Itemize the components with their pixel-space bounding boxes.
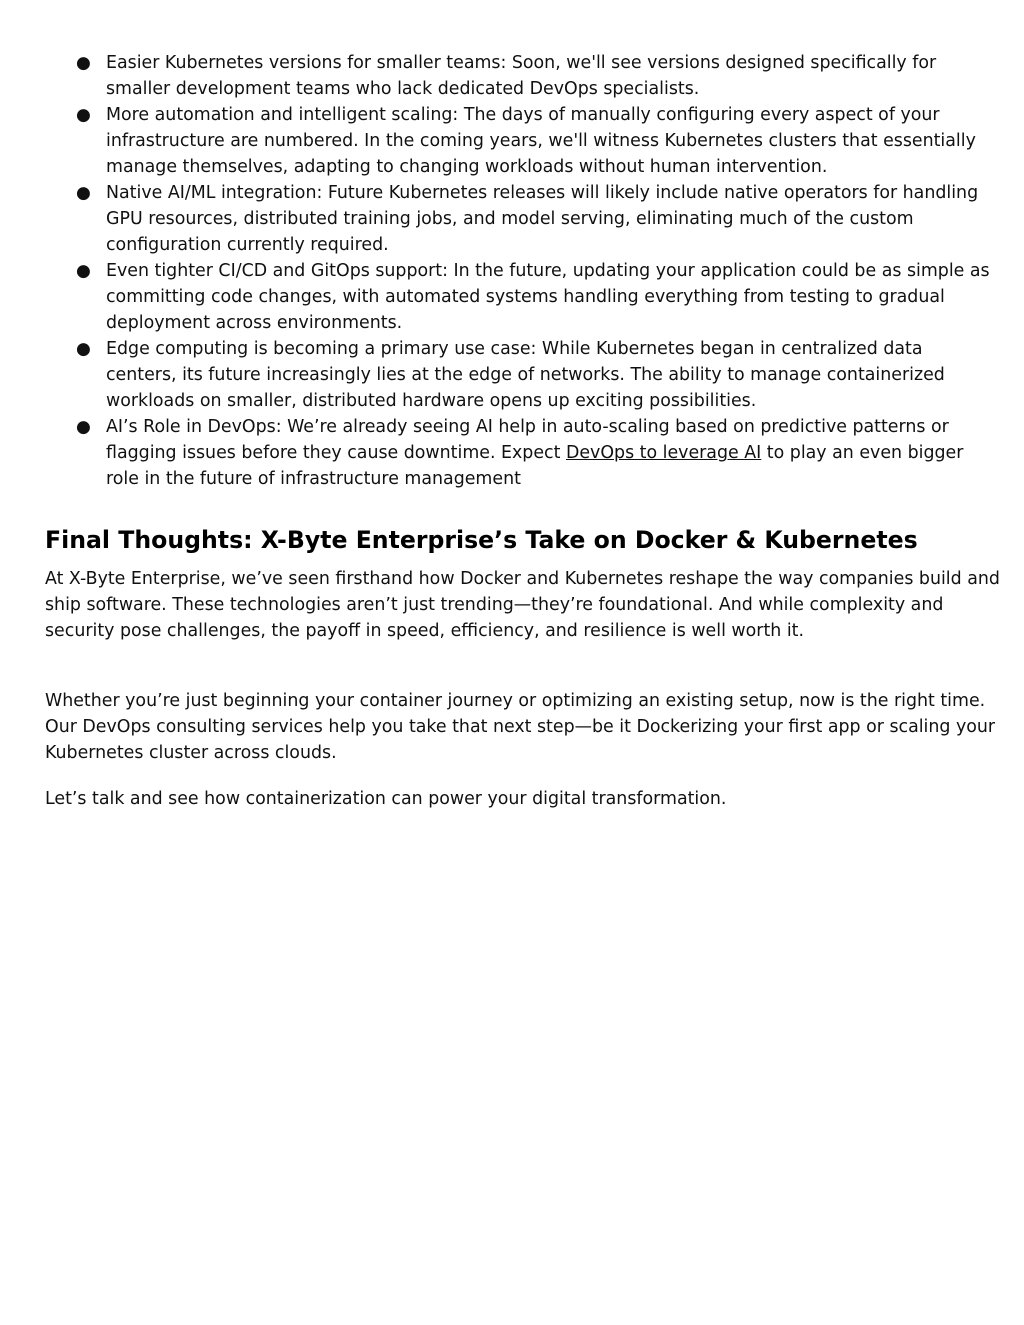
list-item	[76, 258, 996, 336]
bullet-icon: ●	[76, 105, 91, 125]
list-item-text: Easier Kubernetes versions for smaller teams: Soon, we'll see versions designed specifically for smaller development teams who lack dedicated DevOps specialists.	[106, 53, 937, 99]
bullet-icon: ●	[76, 261, 91, 281]
future-trends-list	[76, 50, 996, 492]
list-item	[76, 102, 996, 180]
list-item-text-before-link: AI’s Role in DevOps: We’re already seeing AI help in auto-scaling based on predictive patterns or flagging issues before they cause downtime. Expect	[106, 417, 949, 463]
bullet-icon: ●	[76, 53, 91, 73]
list-item-text: Edge computing is becoming a primary use case: While Kubernetes began in centralized data centers, its future increasingly lies at the edge of networks. The ability to manage containerized workloads on smaller, distributed hardware opens up exciting possibilities.	[106, 339, 945, 411]
body-paragraph: Whether you’re just beginning your container journey or optimizing an existing setup, now is the right time. Our DevOps consulting services help you take that next step—be it Dockerizing your first app or scaling your Kubernetes cluster across clouds.	[45, 691, 996, 763]
section-heading: Final Thoughts: X-Byte Enterprise’s Take on Docker & Kubernetes	[45, 526, 918, 554]
body-paragraph: At X-Byte Enterprise, we’ve seen firsthand how Docker and Kubernetes reshape the way companies build and ship software. These technologies aren’t just trending—they’re foundational. And while complexity and security pose challenges, the payoff in speed, efficiency, and resilience is well worth it.	[45, 569, 1000, 641]
closing-paragraph: Let’s talk and see how containerization can power your digital transformation.	[45, 789, 727, 809]
bullet-icon: ●	[76, 339, 91, 359]
list-item-text: More automation and intelligent scaling: The days of manually configuring every aspect of your infrastructure are numbered. In the coming years, we'll witness Kubernetes clusters that essentially manage themselves, adapting to changing workloads without human intervention.	[106, 105, 976, 177]
list-item-text-after-link: to play an even bigger role in the future of infrastructure management	[106, 443, 964, 489]
bullet-icon: ●	[76, 183, 91, 203]
devops-ai-link[interactable]: DevOps to leverage AI	[565, 443, 762, 463]
list-item-text: Native AI/ML integration: Future Kubernetes releases will likely include native operators for handling GPU resources, distributed training jobs, and model serving, eliminating much of the custom configuration currently required.	[106, 183, 979, 255]
list-item	[76, 414, 996, 492]
list-item	[76, 180, 996, 258]
list-item-text: Even tighter CI/CD and GitOps support: In the future, updating your application could be as simple as committing code changes, with automated systems handling everything from testing to gradual deployment across environments.	[106, 261, 990, 333]
list-item	[76, 336, 996, 414]
bullet-icon: ●	[76, 417, 91, 437]
list-item	[76, 50, 996, 102]
